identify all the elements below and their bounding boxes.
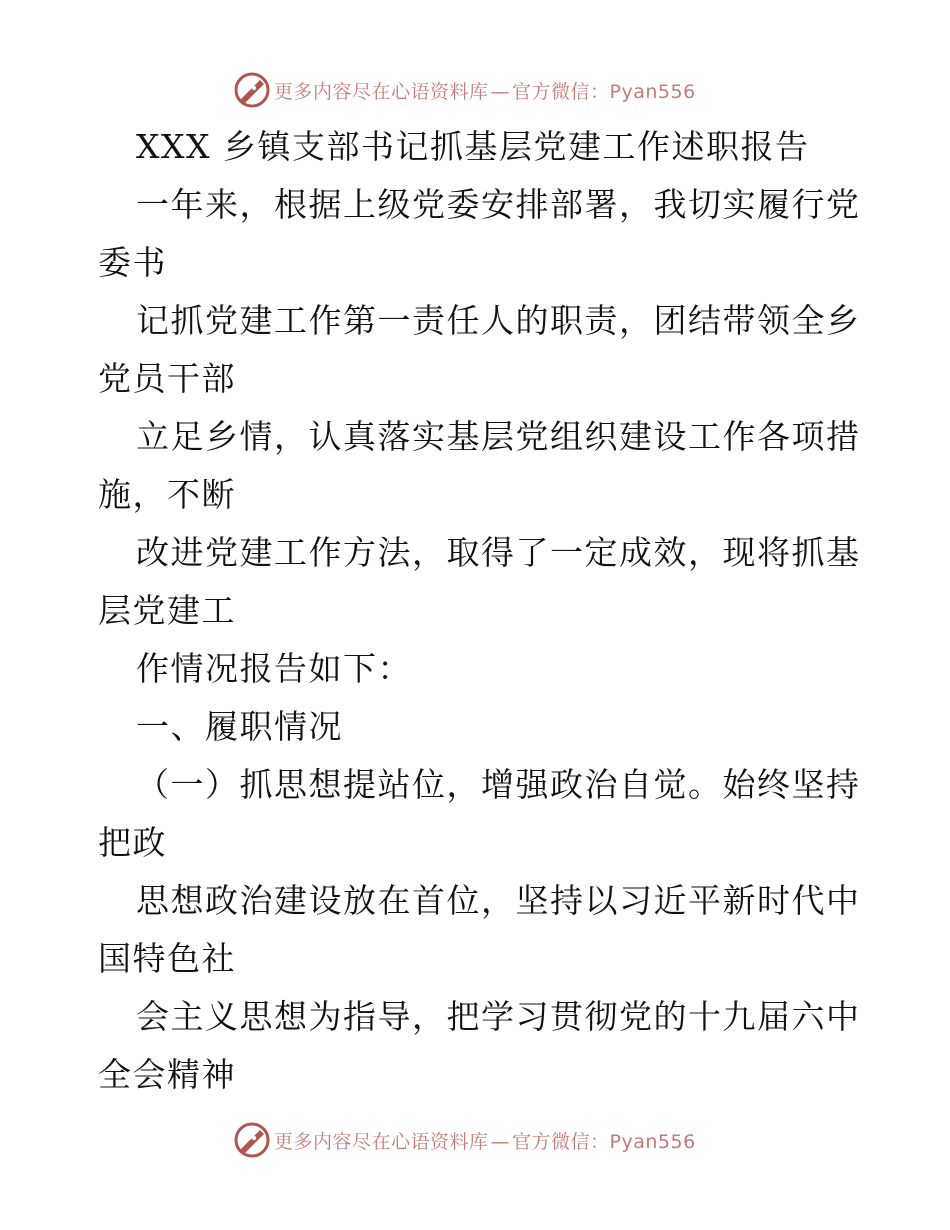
paragraph-line: 会主义思想为指导，把学习贯彻党的十九届六中	[136, 997, 861, 1036]
paragraph-line: 作情况报告如下：	[136, 649, 412, 688]
watermark-footer	[232, 1120, 696, 1160]
watermark-text: 更多内容尽在心语资料库 — 官方微信：Pyan556	[274, 1130, 696, 1153]
watermark-text: 更多内容尽在心语资料库 — 官方微信：Pyan556	[274, 80, 696, 103]
pen-nib-logo-icon	[232, 1120, 272, 1160]
paragraph-line: 一年来，根据上级党委安排部署，我切实履行党	[136, 185, 861, 224]
paragraph-line: （一）抓思想提站位，增强政治自觉。始终坚持	[136, 765, 861, 804]
watermark-header	[232, 70, 696, 110]
paragraph-line: 党员干部	[98, 359, 236, 398]
paragraph-line: 把政	[98, 823, 167, 862]
paragraph-line: 改进党建工作方法，取得了一定成效，现将抓基	[136, 533, 861, 572]
paragraph-line: 施，不断	[98, 475, 236, 514]
paragraph-line: 层党建工	[98, 591, 236, 630]
paragraph-line: 立足乡情，认真落实基层党组织建设工作各项措	[136, 417, 861, 456]
paragraph-line: 委书	[98, 243, 167, 282]
document-title: XXX 乡镇支部书记抓基层党建工作述职报告	[136, 127, 810, 166]
section-heading: 一、履职情况	[136, 707, 343, 746]
paragraph-line: 思想政治建设放在首位，坚持以习近平新时代中	[136, 881, 861, 920]
pen-nib-logo-icon	[232, 70, 272, 110]
paragraph-line: 全会精神	[98, 1055, 236, 1094]
paragraph-line: 国特色社	[98, 939, 236, 978]
document-body	[98, 118, 861, 1104]
paragraph-line: 记抓党建工作第一责任人的职责，团结带领全乡	[136, 301, 861, 340]
